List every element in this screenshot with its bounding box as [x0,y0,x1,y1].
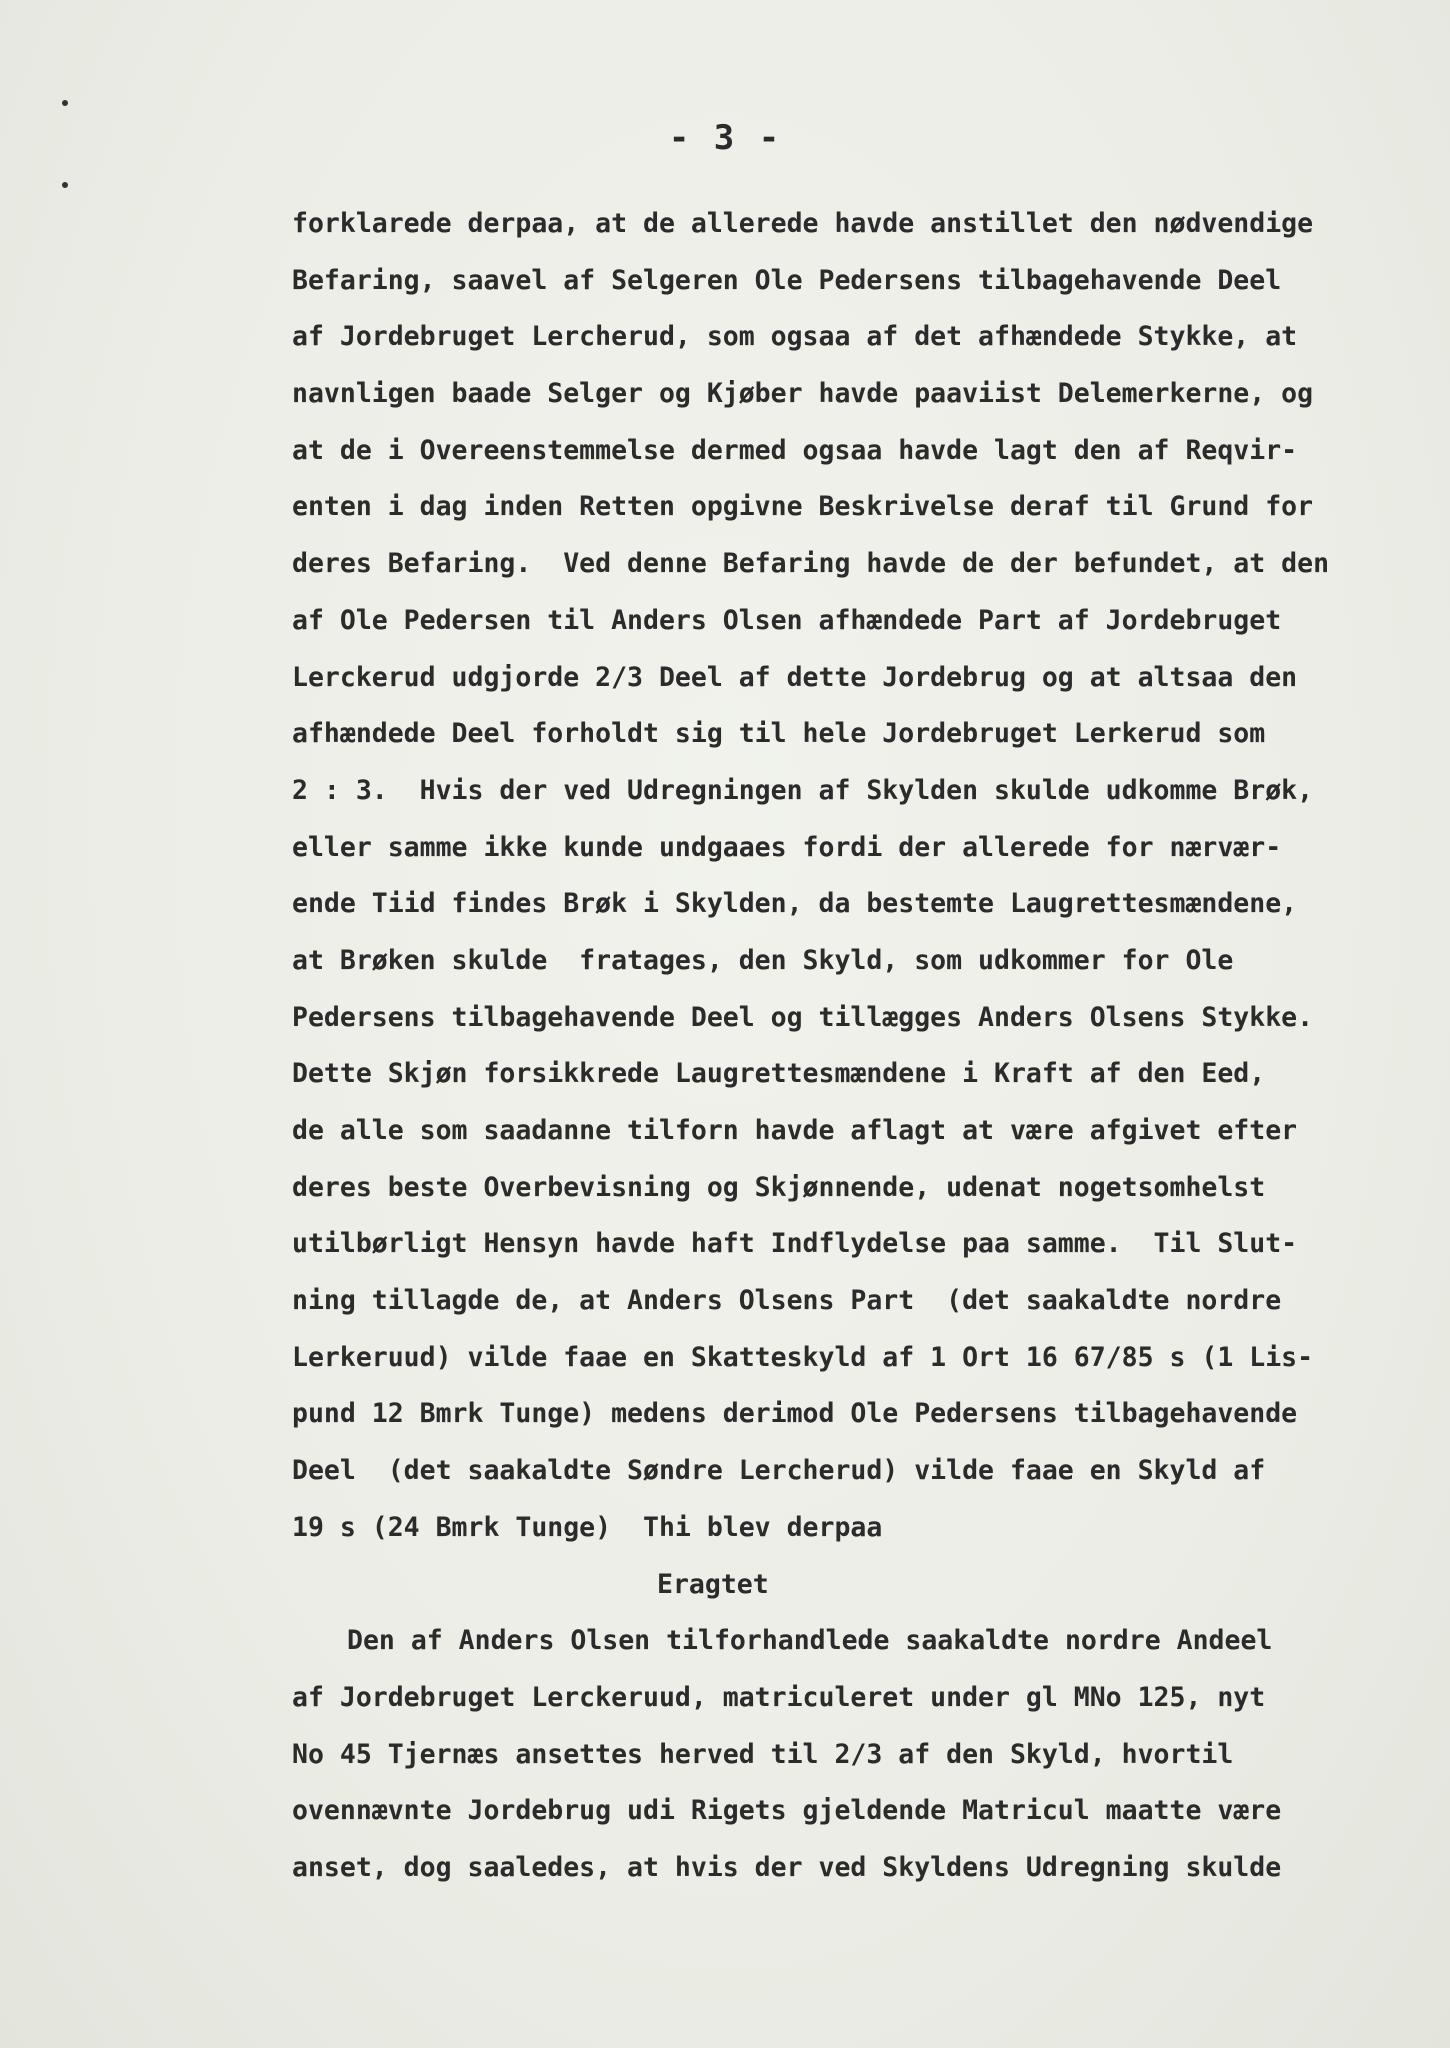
text-line: ende Tiid findes Brøk i Skylden, da bestemte Laugrettesmændene, [292,888,1298,920]
text-line: Befaring, saavel af Selgeren Ole Pedersens tilbagehavende Deel [292,264,1282,296]
body-text [292,196,1442,1897]
text-line: ovennævnte Jordebrug udi Rigets gjeldende Matricul maatte være [292,1795,1282,1827]
text-line: Den af Anders Olsen tilforhandlede saakaldte nordre Andeel [347,1625,1273,1657]
text-line: Deel (det saakaldte Søndre Lercherud) vilde faae en Skyld af [292,1455,1266,1487]
text-line: de alle som saadanne tilforn havde aflagt at være afgivet efter [292,1115,1298,1146]
text-line: Lerkeruud) vilde faae en Skatteskyld af 1 Ort 16 67/85 s (1 Lis- [292,1341,1314,1373]
text-line: forklarede derpaa, at de allerede havde anstillet den nødvendige [292,208,1314,239]
text-line: utilbørligt Hensyn havde haft Indflydelse paa samme. Til Slut- [292,1228,1298,1260]
text-line: at Brøken skulde fratages, den Skyld, som udkommer for Ole [292,944,1234,976]
page-number: - 3 - [668,118,782,158]
margin-mark [62,100,68,106]
text-line: af Ole Pedersen til Anders Olsen afhændede Part af Jordebruget [292,604,1282,636]
text-line: 2 : 3. Hvis der ved Udregningen af Skylden skulde udkomme Brøk, [292,774,1314,806]
text-line: enten i dag inden Retten opgivne Beskrivelse deraf til Grund for [292,491,1314,523]
section-heading: Eragtet [657,1568,769,1600]
text-line: 19 s (24 Bmrk Tunge) Thi blev derpaa [292,1511,883,1543]
text-line: deres beste Overbevisning og Skjønnende, udenat nogetsomhelst [292,1171,1266,1203]
text-line: afhændede Deel forholdt sig til hele Jordebruget Lerkerud som [292,718,1266,750]
text-line: ning tillagde de, at Anders Olsens Part (det saakaldte nordre [292,1285,1282,1317]
text-line: navnligen baade Selger og Kjøber havde paaviist Delemerkerne, og [292,378,1314,410]
margin-mark [62,182,68,188]
text-line: Lerckerud udgjorde 2/3 Deel af dette Jordebrug og at altsaa den [292,661,1298,693]
text-line: eller samme ikke kunde undgaaes fordi der allerede for nærvær- [292,831,1282,863]
text-line: Dette Skjøn forsikkrede Laugrettesmændene i Kraft af den Eed, [292,1058,1266,1090]
text-line: at de i Overeenstemmelse dermed ogsaa havde lagt den af Reqvir- [292,434,1298,466]
text-line: af Jordebruget Lerckeruud, matriculeret under gl MNo 125, nyt [292,1681,1266,1713]
text-line: Pedersens tilbagehavende Deel og tillægges Anders Olsens Stykke. [292,1001,1314,1033]
text-line: deres Befaring. Ved denne Befaring havde de der befundet, at den [292,548,1330,580]
text-line: pund 12 Bmrk Tunge) medens derimod Ole Pedersens tilbagehavende [292,1398,1298,1430]
text-line: anset, dog saaledes, at hvis der ved Skyldens Udregning skulde [292,1851,1282,1883]
text-line: af Jordebruget Lercherud, som ogsaa af det afhændede Stykke, at [292,321,1298,353]
text-line: No 45 Tjernæs ansettes herved til 2/3 af den Skyld, hvortil [292,1738,1234,1770]
